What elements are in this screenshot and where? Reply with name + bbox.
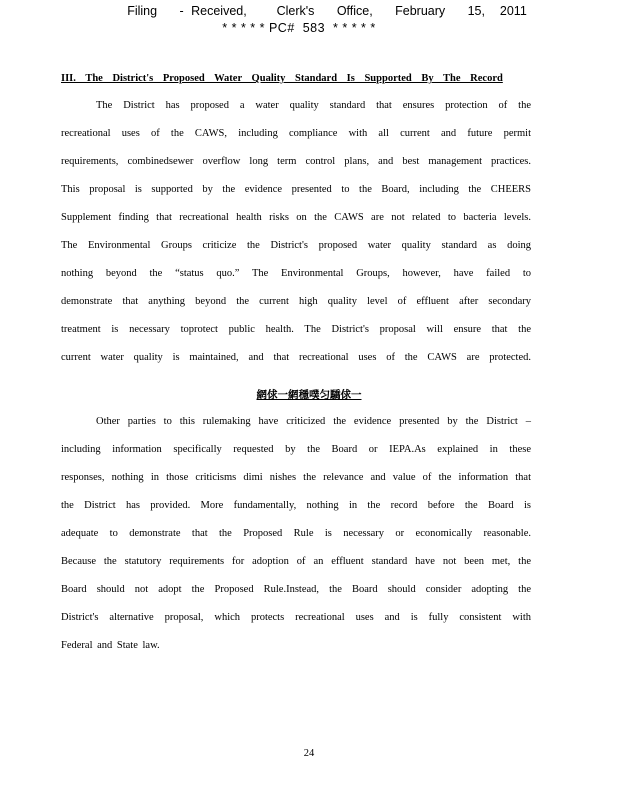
paragraph-1	[61, 92, 531, 372]
section-heading: III. The District's Proposed Water Quality Standard Is Supported By The Record	[61, 73, 503, 84]
paragraph-line: The Environmental Groups criticize the District's proposed water quality standard as doing	[61, 240, 531, 251]
page-number: 24	[303, 748, 315, 759]
filing-stamp-line2: * * * * * PC# 583 * * * * *	[222, 21, 376, 35]
paragraph-line: Supplement finding that recreational health risks on the CAWS are not related to bacteria levels.	[61, 212, 531, 223]
filing-stamp-line1: Filing - Received, Clerk's Office, February 15, 2011	[127, 4, 527, 18]
paragraph-line: District's alternative proposal, which protects recreational uses and is fully consistent with	[61, 612, 531, 623]
paragraph-line: Board should not adopt the Proposed Rule.Instead, the Board should consider adopting the	[61, 584, 531, 595]
paragraph-line: treatment is necessary toprotect public health. The District's proposal will ensure that the	[61, 324, 531, 335]
paragraph-line: demonstrate that anything beyond the current high quality level of effluent after secondary	[61, 296, 531, 307]
section-subheading: 網俅一網穩噗匀驕俅一	[256, 389, 362, 401]
paragraph-line: including information specifically requested by the Board or IEPA.As explained in these	[61, 444, 531, 455]
paragraph-line: responses, nothing in those criticisms dimi nishes the relevance and value of the information that	[61, 472, 531, 483]
paragraph-line: Other parties to this rulemaking have criticized the evidence presented by the District –	[96, 416, 531, 427]
paragraph-line: current water quality is maintained, and that recreational uses of the CAWS are protected.	[61, 352, 531, 363]
paragraph-line: Because the statutory requirements for adoption of an effluent standard have not been met, the	[61, 556, 531, 567]
paragraph-line: requirements, combinedsewer overflow long term control plans, and best management practices.	[61, 156, 531, 167]
paragraph-line: Federal and State law.	[61, 640, 160, 651]
paragraph-line: The District has proposed a water quality standard that ensures protection of the	[96, 100, 531, 111]
paragraph-line: This proposal is supported by the evidence presented to the Board, including the CHEERS	[61, 184, 531, 195]
paragraph-line: recreational uses of the CAWS, including compliance with all current and future permit	[61, 128, 531, 139]
paragraph-line: nothing beyond the “status quo.” The Environmental Groups, however, have failed to	[61, 268, 531, 279]
paragraph-line: adequate to demonstrate that the Proposed Rule is necessary or economically reasonable.	[61, 528, 531, 539]
paragraph-line: the District has provided. More fundamentally, nothing in the record before the Board is	[61, 500, 531, 511]
paragraph-2	[61, 408, 531, 660]
